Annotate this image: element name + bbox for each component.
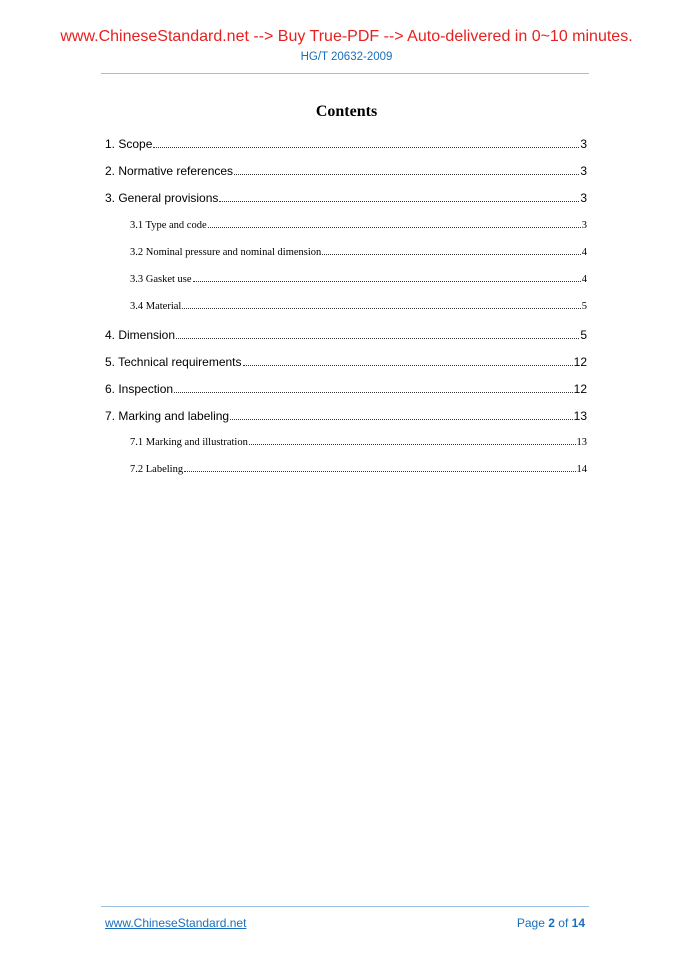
toc-entry-label: 4. Dimension <box>105 328 176 342</box>
toc-leader-dots <box>230 419 573 420</box>
toc-entry-scope[interactable] <box>105 137 587 151</box>
toc-entry-label: 6. Inspection <box>105 382 174 396</box>
page-title: Contents <box>315 103 378 120</box>
toc-entry-page: 12 <box>573 355 587 369</box>
toc-entry-dimension[interactable] <box>105 328 587 342</box>
header-banner[interactable]: www.ChineseStandard.net --> Buy True-PDF --> Auto-delivered in 0~10 minutes. <box>60 28 633 45</box>
toc-entry-label: 3.2 Nominal pressure and nominal dimension <box>130 247 322 258</box>
toc-leader-dots <box>322 254 580 255</box>
footer-website-link[interactable]: www.ChineseStandard.net <box>105 916 247 930</box>
toc-entry-page: 13 <box>573 409 587 423</box>
toc-entry-label: 1. Scope <box>105 137 153 151</box>
toc-entry-label: 3.1 Type and code <box>130 220 207 231</box>
toc-entry-normative-references[interactable] <box>105 164 587 178</box>
document-id: HG/T 20632-2009 <box>300 51 393 63</box>
toc-entry-label: 7.1 Marking and illustration <box>130 437 248 448</box>
toc-entry-marking-and-illustration[interactable] <box>130 437 587 448</box>
toc-entry-page: 3 <box>581 220 587 231</box>
toc-entry-label: 7. Marking and labeling <box>105 409 230 423</box>
page-number <box>517 916 585 930</box>
toc-entry-page: 3 <box>580 191 587 205</box>
toc-entry-gasket-use[interactable] <box>130 274 587 285</box>
toc-leader-dots <box>182 308 580 309</box>
toc-leader-dots <box>176 338 579 339</box>
toc-entry-technical-requirements[interactable] <box>105 355 587 369</box>
toc-leader-dots <box>208 227 581 228</box>
toc-leader-dots <box>153 147 579 148</box>
toc-entry-page: 13 <box>576 437 587 448</box>
toc-entry-page: 3 <box>580 164 587 178</box>
toc-leader-dots <box>193 281 581 282</box>
toc-entry-marking-and-labeling[interactable] <box>105 409 587 423</box>
toc-entry-label: 2. Normative references <box>105 164 234 178</box>
toc-leader-dots <box>243 365 573 366</box>
toc-entry-type-and-code[interactable] <box>130 220 587 231</box>
total-page-count: 14 <box>571 916 585 930</box>
header-divider <box>101 73 589 74</box>
toc-entry-general-provisions[interactable] <box>105 191 587 205</box>
toc-entry-label: 3. General provisions <box>105 191 219 205</box>
toc-entry-label: 5. Technical requirements <box>105 355 242 369</box>
toc-leader-dots <box>184 471 575 472</box>
toc-entry-label: 3.3 Gasket use <box>130 274 192 285</box>
toc-entry-page: 5 <box>581 301 587 312</box>
toc-entry-material[interactable] <box>130 301 587 312</box>
toc-entry-label: 3.4 Material <box>130 301 182 312</box>
toc-entry-page: 14 <box>576 464 587 475</box>
toc-entry-nominal-pressure[interactable] <box>130 247 587 258</box>
toc-entry-page: 3 <box>580 137 587 151</box>
toc-entry-labeling[interactable] <box>130 464 587 475</box>
toc-leader-dots <box>249 444 576 445</box>
page-label: Page <box>516 916 545 930</box>
toc-leader-dots <box>174 392 573 393</box>
toc-entry-page: 4 <box>581 247 587 258</box>
toc-leader-dots <box>234 174 579 175</box>
toc-entry-page: 4 <box>581 274 587 285</box>
toc-entry-page: 5 <box>580 328 587 342</box>
footer-divider <box>101 906 589 907</box>
current-page-number: 2 <box>548 916 555 930</box>
toc-leader-dots <box>219 201 579 202</box>
toc-entry-page: 12 <box>573 382 587 396</box>
toc-entry-inspection[interactable] <box>105 382 587 396</box>
toc-entry-label: 7.2 Labeling <box>130 464 184 475</box>
page-of-label: of <box>558 916 569 930</box>
